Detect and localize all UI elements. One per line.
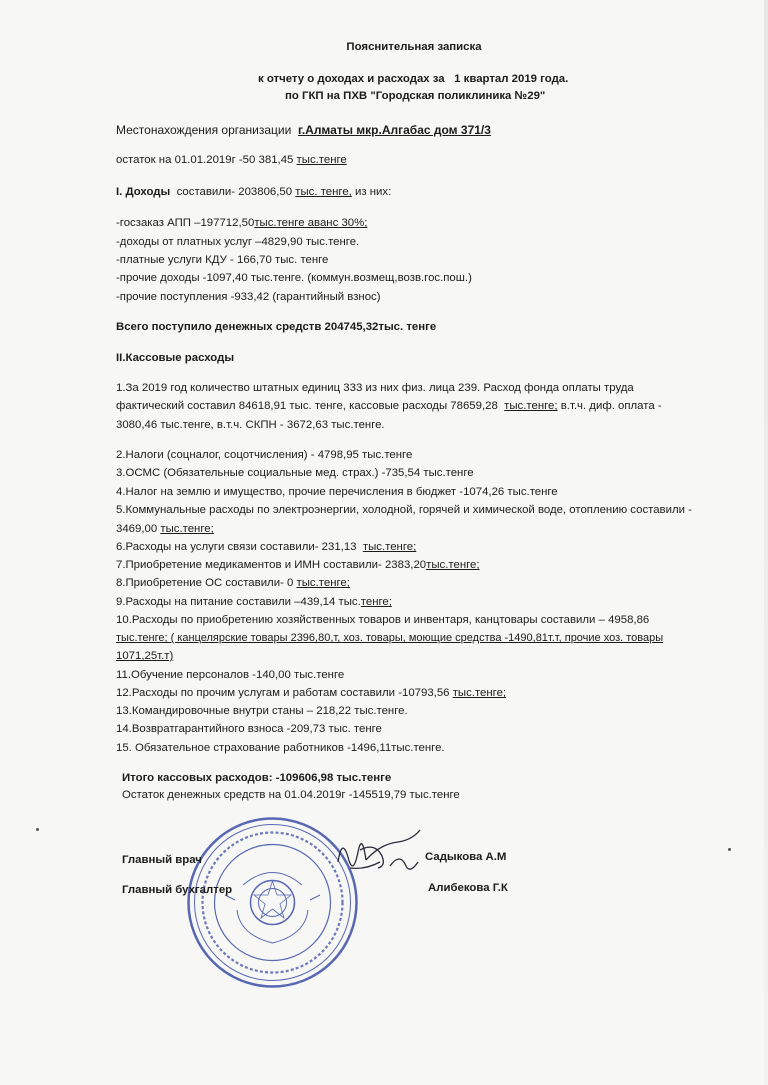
expense-5-line-2: 3469,00 тыс.тенге; — [116, 523, 214, 535]
income-heading: I. Доходы составили- 203806,50 тыс. тенге, из них: — [116, 186, 392, 198]
income-item-goszakaz: -госзаказ АПП –197712,50тыс.тенге аванс 30%; — [116, 217, 368, 229]
scan-edge — [764, 0, 768, 1085]
expense-13: 13.Командировочные внутри станы – 218,22 тыс.тенге. — [116, 705, 408, 717]
closing-balance: Остаток денежных средств на 01.04.2019г -145519,79 тыс.тенге — [122, 789, 460, 801]
income-total: Всего поступило денежных средств 204745,32тыс. тенге — [116, 321, 437, 333]
expense-1-line-2: фактический составил 84618,91 тыс. тенге, кассовые расходы 78659,28 тыс.тенге; в.т.ч. диф. оплата - — [116, 400, 662, 412]
chief-accountant-name: Алибекова Г.К — [428, 882, 508, 894]
signature-icon — [320, 822, 430, 892]
expense-10-line-3: 1071,25т.т) — [116, 650, 174, 662]
expense-10-line-2: тыс.тенге; ( канцелярские товары 2396,80,т, хоз. товары, моющие средства -1490,81т.т, прочие хоз. товары — [116, 632, 664, 644]
expense-9: 9.Расходы на питание составили –439,14 тыс.тенге; — [116, 596, 392, 608]
expenses-total: Итого кассовых расходов: -109606,98 тыс.тенге — [122, 772, 392, 784]
expense-11: 11.Обучение персоналов -140,00 тыс.тенге — [116, 669, 345, 681]
income-item-kdu: -платные услуги КДУ - 166,70 тыс. тенге — [116, 254, 329, 266]
expense-4: 4.Налог на землю и имущество, прочие перечисления в бюджет -1074,26 тыс.тенге — [116, 486, 558, 498]
expense-2: 2.Налоги (соцналог, соцотчисления) - 4798,95 тыс.тенге — [116, 449, 413, 461]
expenses-heading: II.Кассовые расходы — [116, 352, 235, 364]
expense-6: 6.Расходы на услуги связи составили- 231,13 тыс.тенге; — [116, 541, 417, 553]
income-item-other: -прочие доходы -1097,40 тыс.тенге. (коммун.возмещ,возв.гос.пош.) — [116, 272, 472, 284]
chief-accountant-label: Главный бухгалтер — [122, 884, 233, 896]
income-item-receipts: -прочие поступления -933,42 (гарантийный взнос) — [116, 291, 381, 303]
chief-doctor-name: Садыкова А.М — [425, 851, 507, 863]
expense-1-line-1: 1.За 2019 год количество штатных единиц 333 из них физ. лица 239. Расход фонда оплаты труда — [116, 382, 634, 394]
scan-dot — [728, 848, 731, 851]
header-line-1: к отчету о доходах и расходах за 1 квартал 2019 года. — [258, 73, 569, 85]
location-line: Местонахождения организации г.Алматы мкр.Алгабас дом 371/3 — [116, 123, 491, 137]
chief-doctor-label: Главный врач — [122, 854, 202, 866]
document-title: Пояснительная записка — [346, 41, 482, 53]
expense-15: 15. Обязательное страхование работников -1496,11тыс.тенге. — [116, 742, 445, 754]
expense-3: 3.ОСМС (Обязательные социальные мед. страх.) -735,54 тыс.тенге — [116, 467, 474, 479]
header-line-2: по ГКП на ПХВ "Городская поликлиника №29" — [285, 90, 546, 102]
expense-14: 14.Возвратгарантийного взноса -209,73 тыс. тенге — [116, 723, 382, 735]
expense-7: 7.Приобретение медикаментов и ИМН составили- 2383,20тыс.тенге; — [116, 559, 480, 571]
scan-dot — [36, 828, 39, 831]
expense-8: 8.Приобретение ОС составили- 0 тыс.тенге; — [116, 577, 350, 589]
expense-10-line-1: 10.Расходы по приобретению хозяйственных товаров и инвентаря, канцтовары составили – 4958,86 — [116, 614, 650, 626]
income-item-paid: -доходы от платных услуг –4829,90 тыс.тенге. — [116, 236, 360, 248]
expense-1-line-3: 3080,46 тыс.тенге, в.т.ч. СКПН - 3672,63 тыс.тенге. — [116, 419, 385, 431]
expense-12: 12.Расходы по прочим услугам и работам составили -10793,56 тыс.тенге; — [116, 687, 507, 699]
expense-5-line-1: 5.Коммунальные расходы по электроэнергии, холодной, горячей и химической воде, отоплению составили - — [116, 504, 692, 516]
opening-balance: остаток на 01.01.2019г -50 381,45 тыс.тенге — [116, 154, 347, 166]
